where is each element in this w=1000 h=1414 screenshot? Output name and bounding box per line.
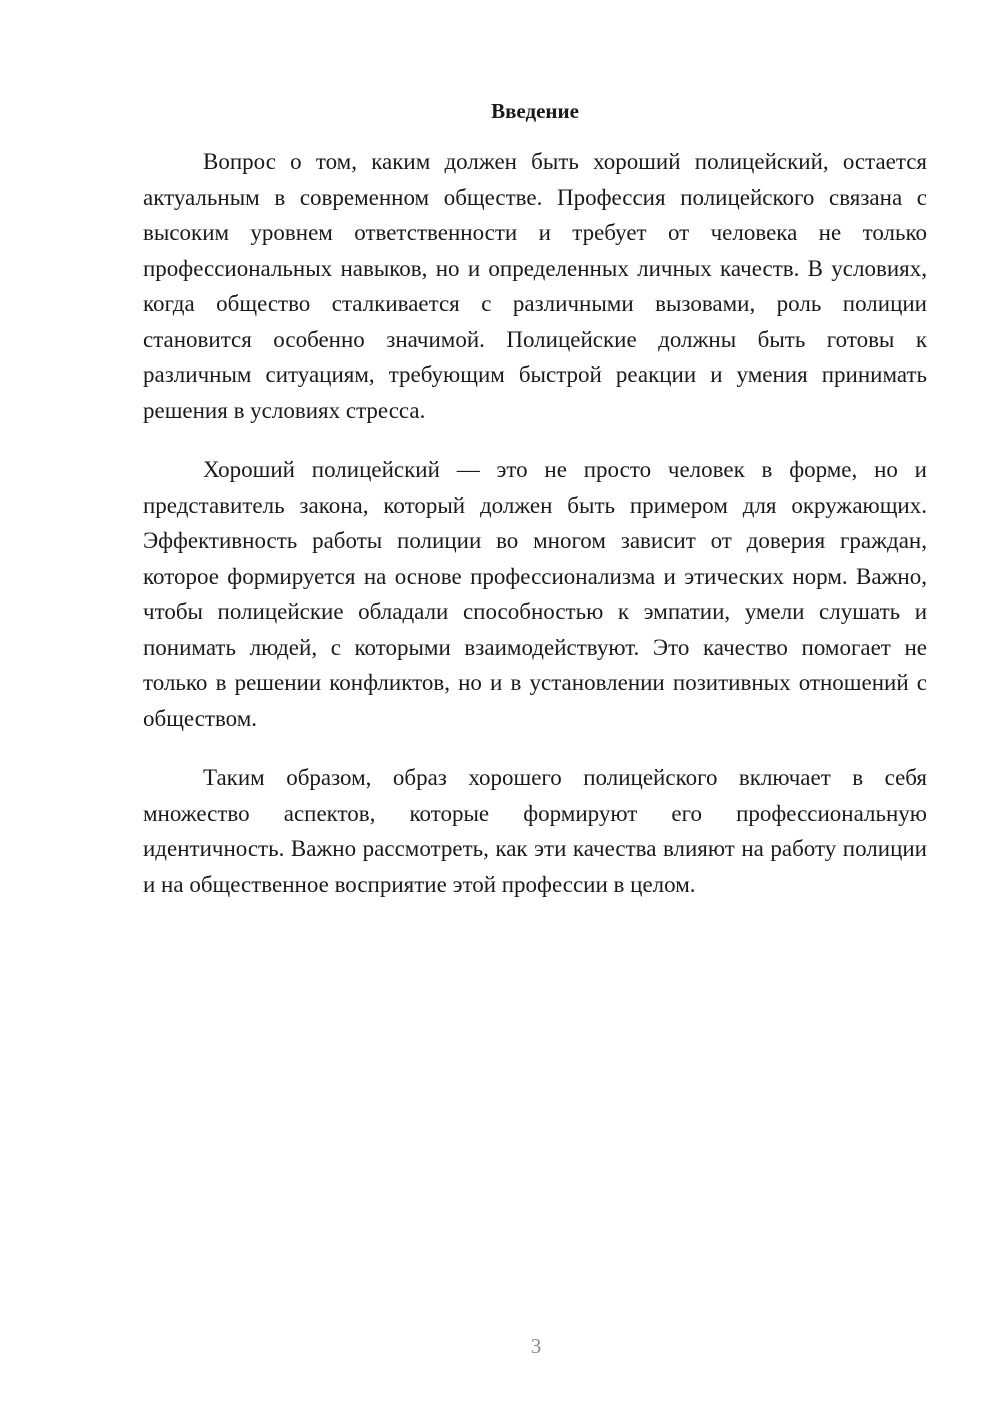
page-number: 3 [530,1334,542,1358]
paragraph-3: Таким образом, образ хорошего полицейского включает в себя множество аспектов, которые формируют его профессиональную идентичность. Важно рассмотреть, как эти качества влияют на работу полиции и на общественное восприятие этой профессии в целом. [143,765,927,897]
paragraph-2: Хороший полицейский — это не просто человек в форме, но и представитель закона, который должен быть примером для окружающих. Эффективность работы полиции во многом зависит от доверия граждан, которое формируется на основе профессионализма и этических норм. Важно, чтобы полицейские обладали способностью к эмпатии, умели слушать и понимать людей, с которыми взаимодействуют. Это качество помогает не только в решении конфликтов, но и в установлении позитивных отношений с обществом. [143,457,927,731]
document-body [143,96,927,926]
section-heading: Введение [491,99,579,123]
paragraph-1: Вопрос о том, каким должен быть хороший полицейский, остается актуальным в современном обществе. Профессия полицейского связана с высоким уровнем ответственности и требует от человека не только профессиональных навыков, но и определенных личных качеств. В условиях, когда общество сталкивается с различными вызовами, роль полиции становится особенно значимой. Полицейские должны быть готовы к различным ситуациям, требующим быстрой реакции и умения принимать решения в условиях стресса. [143,149,927,423]
